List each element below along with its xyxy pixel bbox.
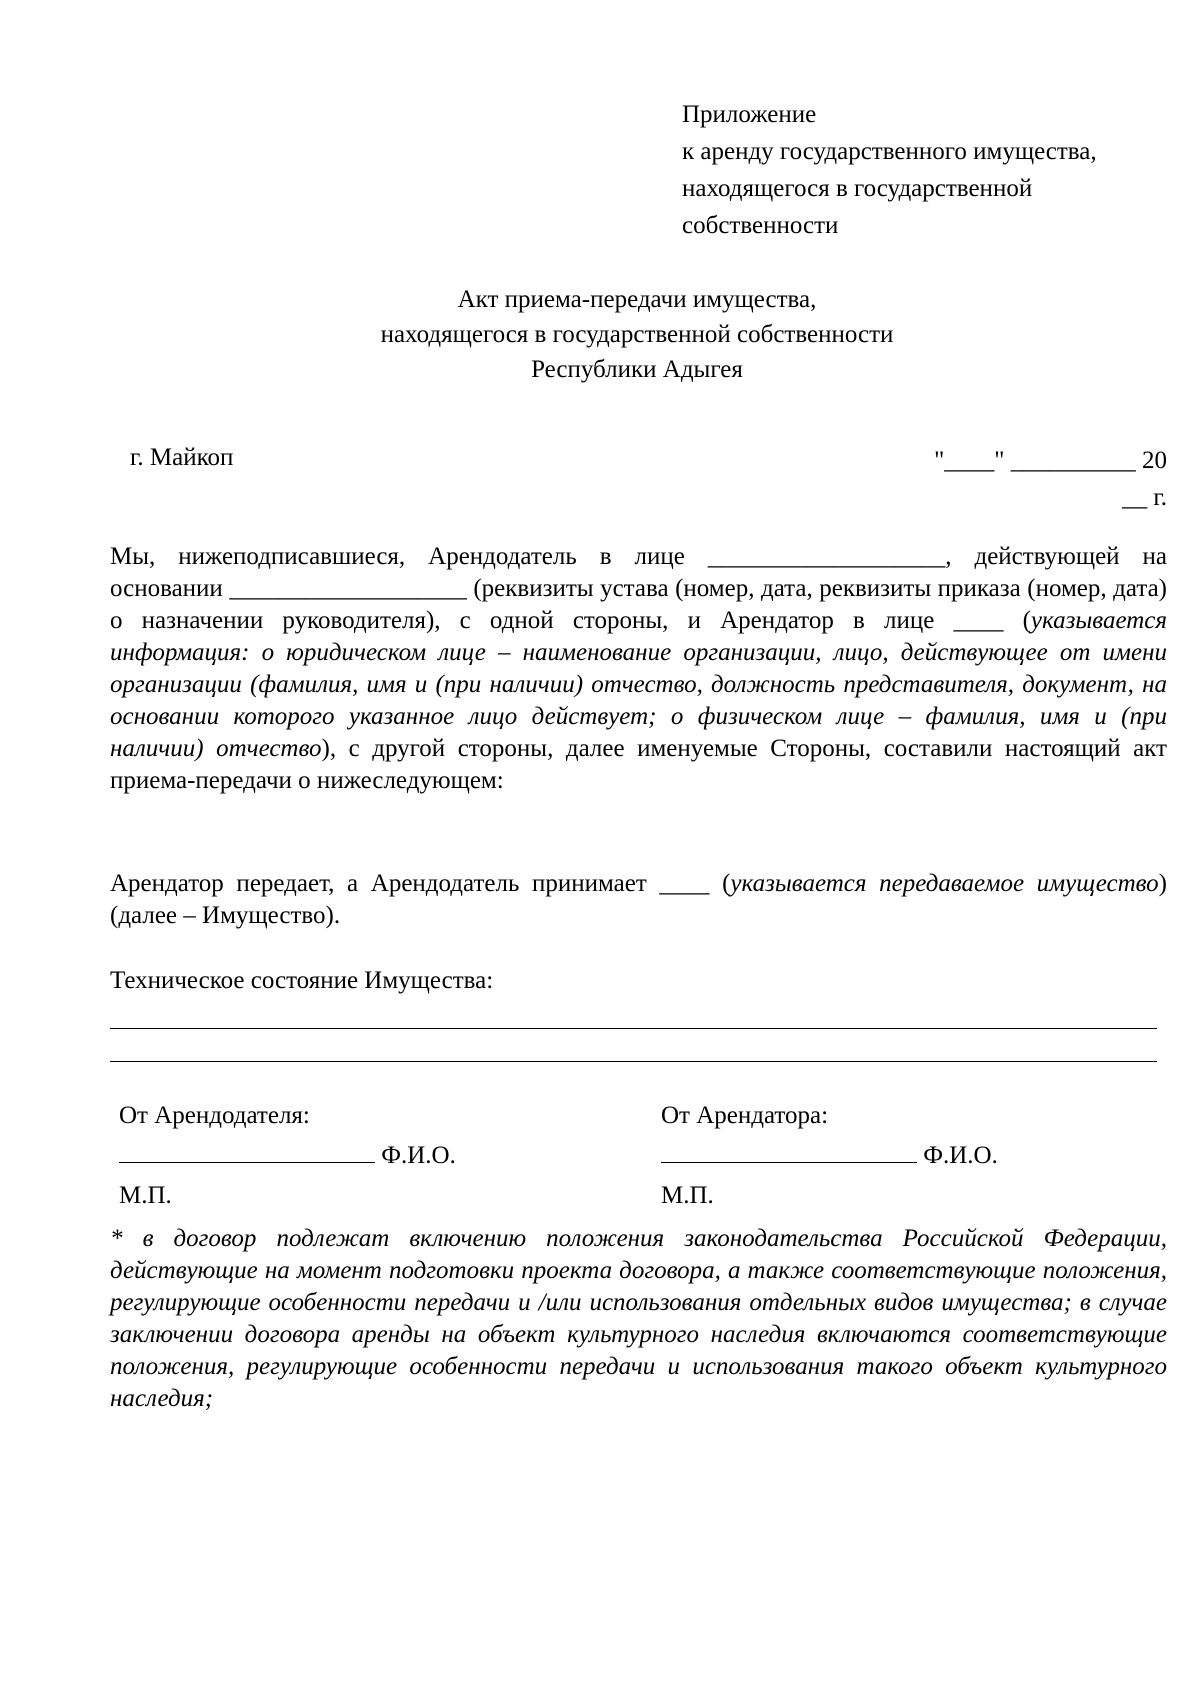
lessee-signature-blank — [661, 1136, 917, 1163]
lessee-name-label: Ф.И.О. — [923, 1142, 998, 1169]
lessee-signature-row — [661, 1136, 998, 1176]
technical-state-line-1 — [110, 1028, 1157, 1029]
lessee-heading: От Арендатора: — [661, 1102, 829, 1129]
parties-text-1: Мы, нижеподписавшиеся, Арендодатель в лице ___________________, действующей на основании ___________________ (реквизиты устава (номер, дата, реквизиты приказа (номер, дата) о назначении руководителя), с одной стороны, и Арендатор в лице ____ ( — [110, 543, 1167, 634]
title-line-2: находящегося в государственной собственности — [380, 321, 894, 348]
place-of-signing: г. Майкоп — [130, 444, 234, 471]
annex-line-2: к аренду государственного имущества, — [682, 138, 1097, 165]
lessee-stamp: М.П. — [661, 1182, 714, 1209]
parties-italic-note: указывается информация: о юридическом лице – наименование организации, лицо, действующее от имени организации (фамилия, имя и (при наличии) отчество, должность представителя, документ, на основании которого указанное лицо действует; о физическом лице – фамилия, имя и (при наличии) отчество — [110, 607, 1167, 762]
date-line-1: "____" __________ 20 — [934, 447, 1167, 474]
title-line-3: Республики Адыгея — [531, 356, 743, 383]
lessor-signature-blank — [119, 1136, 375, 1163]
date-line-2: __ г. — [1122, 484, 1167, 511]
annex-line-3: находящегося в государственной — [682, 175, 1033, 202]
transfer-text-2: ) (далее – Имущество). — [110, 870, 1167, 929]
lessor-signature-row — [119, 1136, 456, 1176]
annex-header — [682, 96, 1182, 244]
technical-state-label: Техническое состояние Имущества: — [110, 967, 494, 994]
lessee-signature-block — [661, 1096, 998, 1216]
parties-paragraph — [110, 541, 1167, 797]
transfer-paragraph — [110, 868, 1167, 932]
parties-text-2: ), с другой стороны, далее именуемые Стороны, составили настоящий акт приема-передачи о нижеследующем: — [110, 735, 1167, 794]
transfer-italic-note: указывается передаваемое имущество — [730, 870, 1159, 897]
footnote: * в договор подлежат включению положения законодательства Российской Федерации, действующие на момент подготовки проекта договора, а также соответствующие положения, регулирующие особенности передачи и /или использования отдельных видов имущества; в случае заключении договора аренды на объект культурного наследия включаются соответствующие положения, регулирующие особенности передачи и использования такого объект культурного наследия; — [110, 1225, 1167, 1412]
annex-line-4: собственности — [682, 212, 839, 239]
lessor-heading: От Арендодателя: — [119, 1102, 310, 1129]
document-title — [0, 282, 1200, 387]
title-line-1: Акт приема-передачи имущества, — [457, 286, 817, 313]
lessor-stamp: М.П. — [119, 1182, 172, 1209]
annex-line-1: Приложение — [682, 101, 817, 128]
transfer-text-1: Арендатор передает, а Арендодатель принимает ____ ( — [110, 870, 731, 897]
technical-state-line-2 — [110, 1061, 1157, 1062]
date-field — [934, 442, 1167, 516]
lessor-name-label: Ф.И.О. — [381, 1142, 456, 1169]
lessor-signature-block — [119, 1096, 456, 1216]
